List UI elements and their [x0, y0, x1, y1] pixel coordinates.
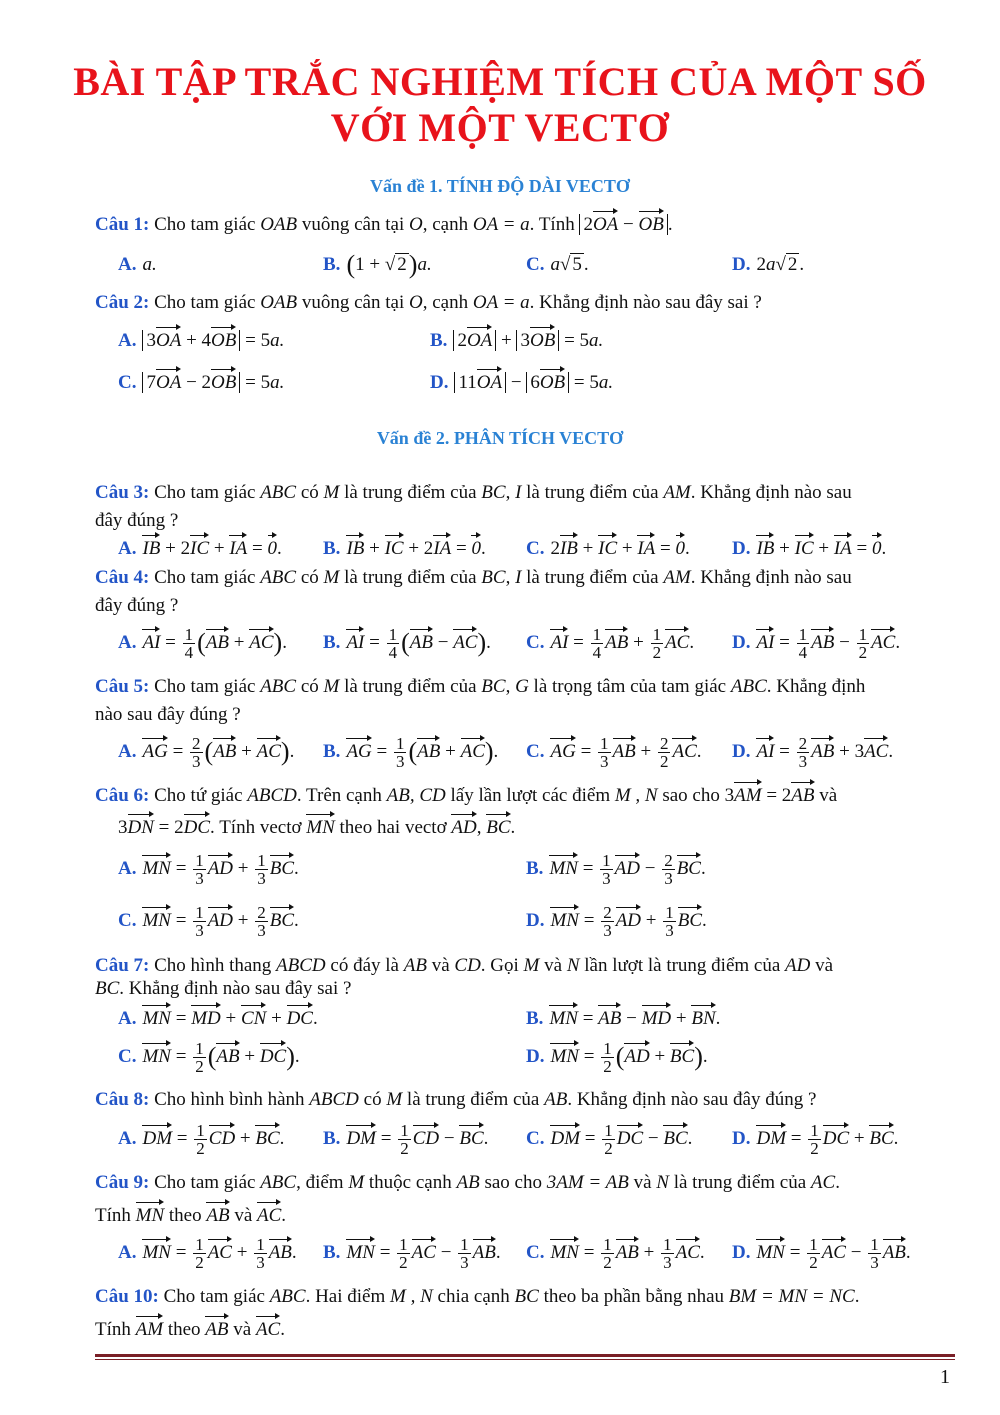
q6-option-a[interactable]: A. MN = $\frac{1}{3}$ AD + $\frac{1}{3}$ BC. — [118, 851, 299, 888]
question-10: Câu 10: Cho tam giác ABC. Hai điểm M , N chia cạnh BC theo ba phần bằng nhau BM = MN = NC. — [95, 1286, 860, 1307]
q3-option-c[interactable]: C. 2IB + IC + IA = 0. — [526, 534, 690, 562]
question-4-line2: đây đúng ? — [95, 595, 179, 616]
q9-option-c[interactable]: C. MN = $\frac{1}{2}$ AB + $\frac{1}{3}$ AC. — [526, 1235, 705, 1272]
question-9: Câu 9: Cho tam giác ABC, điểm M thuộc cạnh AB sao cho 3AM = AB và N là trung điểm của AC. — [95, 1172, 840, 1193]
q2-option-d[interactable]: D. 11OA − 6OB = 5a. — [430, 368, 613, 396]
section-heading-2: Vấn đề 2. PHÂN TÍCH VECTƠ — [376, 428, 624, 448]
q3-option-a[interactable]: A. IB + 2IC + IA = 0. — [118, 534, 282, 562]
q4-option-a[interactable]: A. AI = $\frac{1}{4}$ (AB + AC). — [118, 625, 287, 662]
question-3: Câu 3: Cho tam giác ABC có M là trung điểm của BC, I là trung điểm của AM. Khẳng định nào sau — [95, 482, 852, 503]
q1-option-d[interactable]: D. 2a√ 2 . — [732, 254, 805, 275]
q2-option-b[interactable]: B. 2OA + 3OB = 5a. — [430, 326, 603, 354]
q7-option-a[interactable]: A. MN = MD + CN + DC. — [118, 1004, 318, 1032]
q4-option-c[interactable]: C. AI = $\frac{1}{4}$ AB + $\frac{1}{2}$ AC. — [526, 625, 695, 662]
question-1: Câu 1: Cho tam giác OAB vuông cân tại O, cạnh OA = a. Tính 2OA − OB . — [95, 210, 673, 238]
q1-option-b[interactable]: B. (1 + √ 2)a. — [323, 250, 432, 279]
q6-option-b[interactable]: B. MN = $\frac{1}{3}$ AD − $\frac{2}{3}$ BC. — [526, 851, 706, 888]
q5-option-d[interactable]: D. AI = $\frac{2}{3}$ AB + 3AC. — [732, 734, 894, 771]
question-4: Câu 4: Cho tam giác ABC có M là trung điểm của BC, I là trung điểm của AM. Khẳng định nào sau — [95, 567, 852, 588]
q8-option-a[interactable]: A. DM = $\frac{1}{2}$ CD + BC. — [118, 1121, 285, 1158]
q9-option-d[interactable]: D. MN = $\frac{1}{2}$ AC − $\frac{1}{3}$ AB. — [732, 1235, 911, 1272]
footer-rule-thin — [95, 1359, 955, 1360]
q6-option-c[interactable]: C. MN = $\frac{1}{3}$ AD + $\frac{2}{3}$ BC. — [118, 903, 299, 940]
q5-option-c[interactable]: C. AG = $\frac{1}{3}$ AB + $\frac{2}{2}$ AC. — [526, 734, 702, 771]
q2-option-a[interactable]: A. 3OA + 4OB = 5a. — [118, 326, 284, 354]
q5-option-b[interactable]: B. AG = $\frac{1}{3}$ (AB + AC). — [323, 734, 499, 771]
question-7-line2: BC. Khẳng định nào sau đây sai ? — [95, 978, 352, 999]
q8-option-b[interactable]: B. DM = $\frac{1}{2}$ CD − BC. — [323, 1121, 489, 1158]
q9-option-b[interactable]: B. MN = $\frac{1}{2}$ AC − $\frac{1}{3}$ AB. — [323, 1235, 501, 1272]
q5-option-a[interactable]: A. AG = $\frac{2}{3}$ (AB + AC). — [118, 734, 295, 771]
footer-rule — [95, 1354, 955, 1357]
q7-option-d[interactable]: D. MN = $\frac{1}{2}$ (AD + BC). — [526, 1039, 708, 1076]
q7-option-c[interactable]: C. MN = $\frac{1}{2}$ (AB + DC). — [118, 1039, 300, 1076]
question-10-line2: Tính AM theo AB và AC. — [95, 1315, 285, 1343]
document-title-line1: BÀI TẬP TRẮC NGHIỆM TÍCH CỦA MỘT SỐ — [73, 59, 927, 104]
page-number: 1 — [940, 1366, 950, 1388]
q8-option-d[interactable]: D. DM = $\frac{1}{2}$ DC + BC. — [732, 1121, 899, 1158]
question-8: Câu 8: Cho hình bình hành ABCD có M là trung điểm của AB. Khẳng định nào sau đây đúng ? — [95, 1089, 817, 1110]
q4-option-b[interactable]: B. AI = $\frac{1}{4}$ (AB − AC). — [323, 625, 491, 662]
q1-option-c[interactable]: C. a√ 5 . — [526, 254, 589, 275]
q3-option-d[interactable]: D. IB + IC + IA = 0. — [732, 534, 886, 562]
question-7: Câu 7: Cho hình thang ABCD có đáy là AB và CD. Gọi M và N lần lượt là trung điểm của AD và — [95, 955, 834, 976]
question-3-line2: đây đúng ? — [95, 510, 179, 531]
question-9-line2: Tính MN theo AB và AC. — [95, 1201, 286, 1229]
q2-option-c[interactable]: C. 7OA − 2OB = 5a. — [118, 368, 284, 396]
q4-option-d[interactable]: D. AI = $\frac{1}{4}$ AB − $\frac{1}{2}$ AC. — [732, 625, 901, 662]
section-heading-1: Vấn đề 1. TÍNH ĐỘ DÀI VECTƠ — [370, 176, 630, 196]
question-2: Câu 2: Cho tam giác OAB vuông cân tại O, cạnh OA = a. Khẳng định nào sau đây sai ? — [95, 292, 762, 313]
document-title-line2: VỚI MỘT VECTƠ — [330, 105, 670, 150]
question-6: Câu 6: Cho tứ giác ABCD. Trên cạnh AB, CD lấy lần lượt các điểm M , N sao cho 3AM = 2AB và — [95, 781, 837, 809]
question-5-line2: nào sau đây đúng ? — [95, 704, 241, 725]
q1-option-a[interactable]: A. a. — [118, 254, 157, 275]
q8-option-c[interactable]: C. DM = $\frac{1}{2}$ DC − BC. — [526, 1121, 693, 1158]
q6-option-d[interactable]: D. MN = $\frac{2}{3}$ AD + $\frac{1}{3}$ BC. — [526, 903, 707, 940]
q7-option-b[interactable]: B. MN = AB − MD + BN. — [526, 1004, 720, 1032]
question-6-line2: 3DN = 2DC. Tính vectơ MN theo hai vectơ AD, BC. — [118, 813, 515, 841]
question-5: Câu 5: Cho tam giác ABC có M là trung điểm của BC, G là trọng tâm của tam giác ABC. Khẳng định — [95, 676, 866, 697]
q9-option-a[interactable]: A. MN = $\frac{1}{2}$ AC + $\frac{1}{3}$ AB. — [118, 1235, 297, 1272]
q3-option-b[interactable]: B. IB + IC + 2IA = 0. — [323, 534, 486, 562]
